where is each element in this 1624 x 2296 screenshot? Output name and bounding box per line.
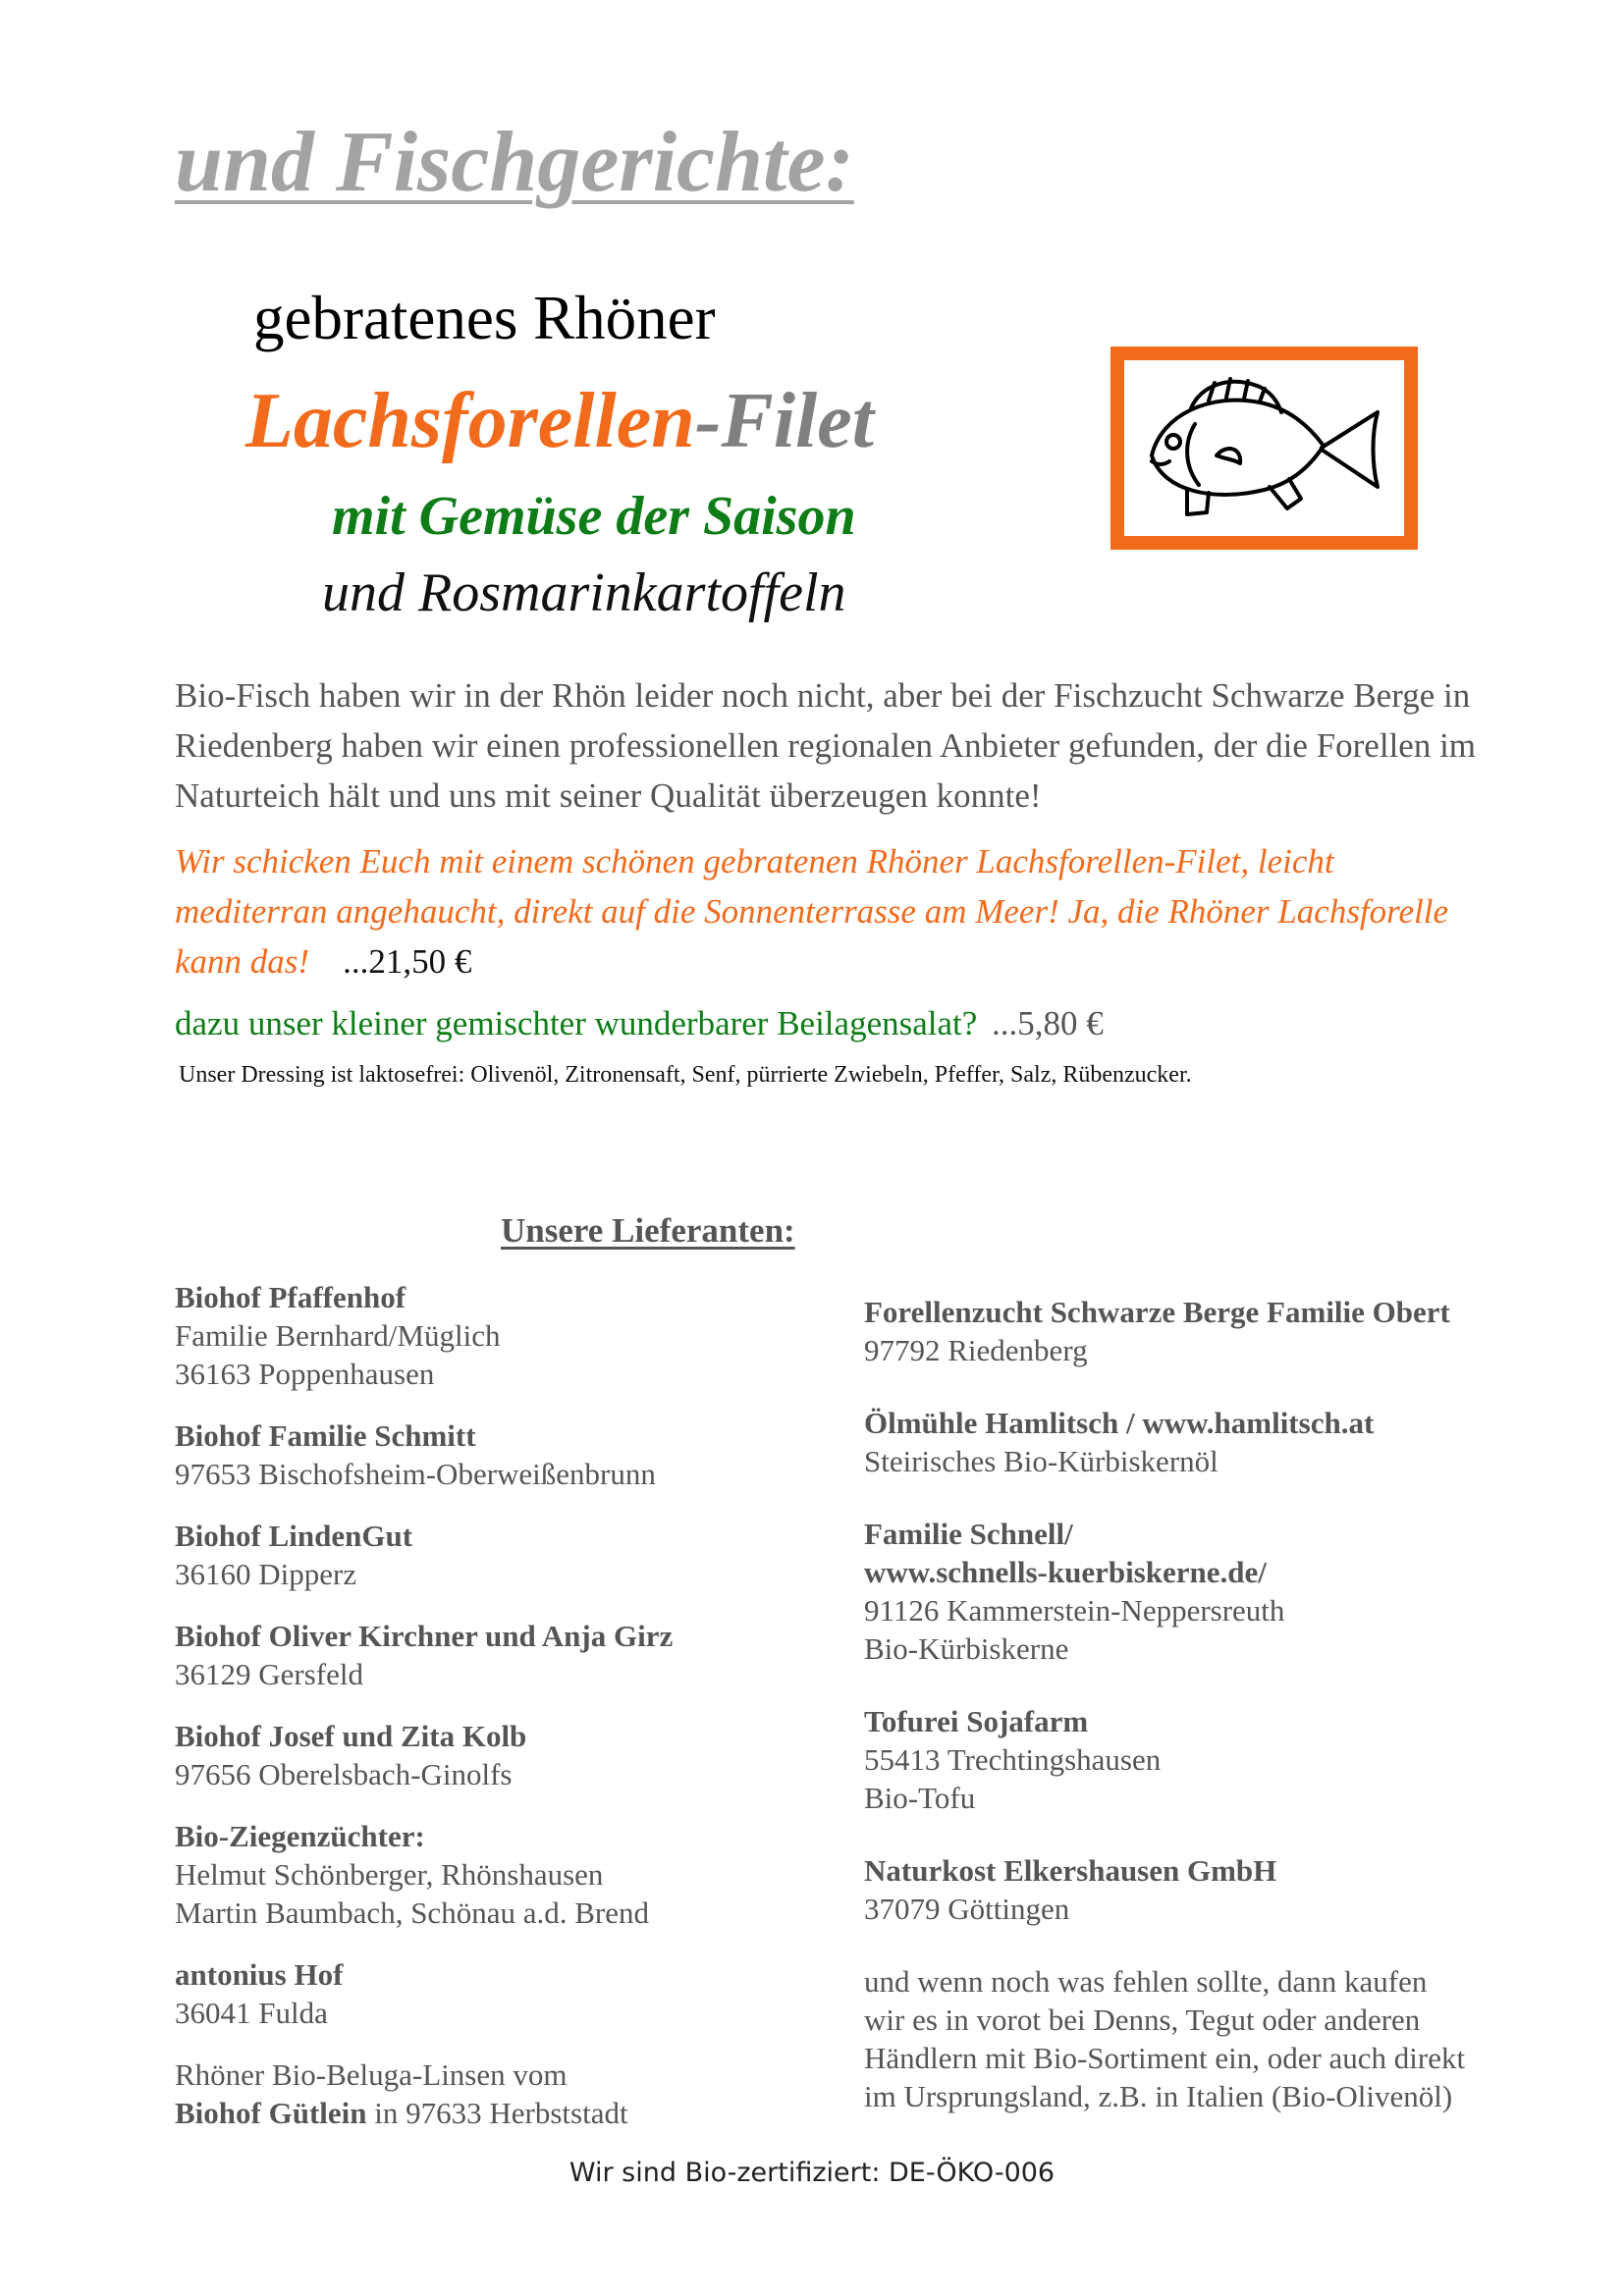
supplier-detail: 36163 Poppenhausen [175, 1357, 435, 1391]
supplier-name: Ölmühle Hamlitsch / www.hamlitsch.at [864, 1406, 1375, 1440]
salad-offer [175, 1004, 1104, 1043]
supplier-detail: 97656 Oberelsbach-Ginolfs [175, 1757, 513, 1791]
lentils-farm-line [175, 2094, 764, 2132]
supplier-detail: 97792 Riedenberg [864, 1333, 1088, 1367]
dish-name-suffix: -Filet [694, 378, 874, 464]
supplier-name: Naturkost Elkershausen GmbH [864, 1853, 1277, 1888]
dish-title-line1: gebratenes Rhöner [253, 284, 716, 352]
supplier-name: Familie Schnell/ [864, 1517, 1073, 1551]
suppliers-right-column [864, 1293, 1591, 2139]
supplier-entry [864, 1293, 1591, 1369]
suppliers-left-column [175, 1278, 764, 2156]
supplier-detail: 36129 Gersfeld [175, 1657, 363, 1691]
lentils-farm-name: Biohof Gütlein [175, 2096, 367, 2130]
supplier-name: Biohof Oliver Kirchner und Anja Girz [175, 1619, 674, 1653]
supplier-name: Biohof Pfaffenhof [175, 1280, 406, 1314]
dish-title-name [245, 377, 874, 466]
supplier-detail: Bio-Kürbiskerne [864, 1631, 1069, 1666]
supplier-entry [175, 1617, 764, 1693]
closing-line: und wenn noch was fehlen sollte, dann kaufen [864, 1964, 1428, 1999]
supplier-detail: Bio-Tofu [864, 1781, 976, 1815]
supplier-detail: 91126 Kammerstein-Neppersreuth [864, 1593, 1285, 1628]
supplier-entry [864, 1702, 1591, 1817]
dish-offer [175, 836, 1481, 987]
dressing-note: Unser Dressing ist laktosefrei: Olivenöl, Zitronensaft, Senf, pürrierte Zwiebeln, Pfeffer, Salz, Rübenzucker. [179, 1062, 1192, 1088]
closing-line: wir es in vorot bei Denns, Tegut oder anderen [864, 2002, 1421, 2037]
offer-text: Wir schicken Euch mit einem schönen gebratenen Rhöner Lachsforellen-Filet, leicht mediterran angehaucht, direkt auf die Sonnenterrasse am Meer! Ja, die Rhöner Lachsforelle kann das! [175, 842, 1448, 981]
supplier-detail: Helmut Schönberger, Rhönshausen [175, 1857, 604, 1892]
supplier-name: Bio-Ziegenzüchter: [175, 1819, 425, 1853]
supplier-detail: 37079 Göttingen [864, 1892, 1070, 1926]
closing-note [864, 1962, 1591, 2115]
supplier-entry [864, 1515, 1591, 1668]
salad-price: ...5,80 € [992, 1004, 1104, 1042]
supplier-detail: Steirisches Bio-Kürbiskernöl [864, 1444, 1218, 1478]
fish-icon-frame [1110, 347, 1418, 550]
dish-side-potatoes: und Rosmarinkartoffeln [322, 562, 846, 623]
closing-line: im Ursprungsland, z.B. in Italien (Bio-Olivenöl) [864, 2079, 1453, 2113]
supplier-entry [864, 1404, 1591, 1480]
fish-icon [1132, 365, 1397, 542]
supplier-entry [864, 1851, 1591, 1928]
lentils-farm-location: in 97633 Herbststadt [366, 2096, 628, 2130]
closing-line: Händlern mit Bio-Sortiment ein, oder auch direkt [864, 2041, 1466, 2075]
supplier-detail: 97653 Bischofsheim-Oberweißenbrunn [175, 1457, 656, 1491]
dish-description: Bio-Fisch haben wir in der Rhön leider noch nicht, aber bei der Fischzucht Schwarze Berge in Riedenberg haben wir einen professionellen regionalen Anbieter gefunden, der die Forellen im Naturteich hält und uns mit seiner Qualität überzeugen konnte! [175, 676, 1477, 815]
certification-footer: Wir sind Bio-zertifiziert: DE-ÖKO-006 [568, 2158, 1056, 2188]
supplier-detail: 36160 Dipperz [175, 1557, 357, 1591]
supplier-entry [175, 1817, 764, 1932]
salad-text: dazu unser kleiner gemischter wunderbarer Beilagensalat? [175, 1004, 978, 1042]
supplier-entry [175, 1955, 764, 2032]
lentils-line: Rhöner Bio-Beluga-Linsen vom [175, 2057, 568, 2092]
supplier-name: Biohof Familie Schmitt [175, 1418, 476, 1453]
supplier-entry [175, 1717, 764, 1793]
supplier-detail: Martin Baumbach, Schönau a.d. Brend [175, 1896, 649, 1930]
dish-name-highlight: Lachsforellen [245, 378, 695, 464]
supplier-entry-lentils [175, 2056, 764, 2132]
offer-price: ...21,50 € [343, 942, 472, 981]
supplier-name: Tofurei Sojafarm [864, 1704, 1089, 1738]
dish-side-vegetables: mit Gemüse der Saison [332, 486, 856, 547]
page-heading: und Fischgerichte: [175, 115, 854, 210]
supplier-detail: 36041 Fulda [175, 1996, 328, 2030]
supplier-detail: 55413 Trechtingshausen [864, 1742, 1162, 1777]
supplier-name: Biohof Josef und Zita Kolb [175, 1719, 527, 1753]
supplier-entry [175, 1278, 764, 1393]
supplier-name: Biohof LindenGut [175, 1519, 413, 1553]
supplier-website: www.schnells-kuerbiskerne.de/ [864, 1555, 1267, 1589]
supplier-entry [175, 1517, 764, 1593]
supplier-name: Forellenzucht Schwarze Berge Familie Obert [864, 1295, 1450, 1329]
supplier-name: antonius Hof [175, 1957, 344, 1992]
supplier-entry [175, 1416, 764, 1493]
supplier-detail: Familie Bernhard/Müglich [175, 1318, 501, 1353]
suppliers-heading: Unsere Lieferanten: [501, 1211, 795, 1250]
